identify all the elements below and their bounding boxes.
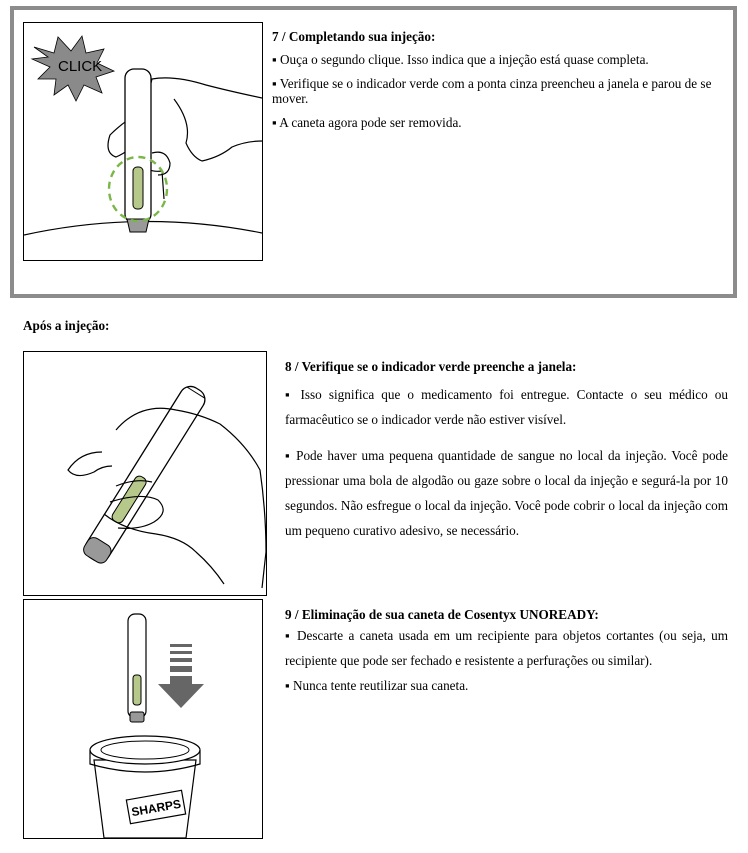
step-8-title: 8 / Verifique se o indicador verde preenche a janela: xyxy=(285,359,577,374)
step-7-text xyxy=(272,29,728,139)
step-7-title: 7 / Completando sua injeção: xyxy=(272,29,436,44)
after-injection-heading: Após a injeção: xyxy=(23,318,110,333)
step-7-illustration xyxy=(23,22,263,261)
step-9-illustration xyxy=(23,599,263,839)
step-7-bullet: ▪ A caneta agora pode ser removida. xyxy=(272,115,462,130)
step-9-text xyxy=(285,607,728,698)
step-8-illustration xyxy=(23,351,267,596)
step-9-bullet: ▪ Descarte a caneta usada em um recipiente para objetos cortantes (ou seja, um recipiente que pode ser fechado e resistente a perfurações ou similar). xyxy=(285,628,728,668)
down-arrow-icon xyxy=(158,644,204,708)
step-8-bullet: ▪ Pode haver uma pequena quantidade de sangue no local da injeção. Você pode pressionar uma bola de algodão ou gaze sobre o local da injeção e segurá-la por 10 segundos. Não esfregue o local da injeção. Você pode cobrir o local da injeção com um pequeno curativo adesivo, se necessário. xyxy=(285,448,728,538)
step-8-text xyxy=(285,359,728,543)
step-7-bullet: ▪ Ouça o segundo clique. Isso indica que a injeção está quase completa. xyxy=(272,52,649,67)
step-8-bullet: ▪ Isso significa que o medicamento foi entregue. Contacte o seu médico ou farmacêutico se o indicador verde não estiver visível. xyxy=(285,387,728,427)
step-9-bullet: ▪ Nunca tente reutilizar sua caneta. xyxy=(285,678,469,693)
step-7-bullet: ▪ Verifique se o indicador verde com a ponta cinza preencheu a janela e parou de se mover. xyxy=(272,76,712,106)
click-label: CLICK xyxy=(58,58,103,75)
sharps-label: SHARPS xyxy=(130,796,183,820)
step-9-title: 9 / Eliminação de sua caneta de Cosentyx UNOREADY: xyxy=(285,607,599,622)
